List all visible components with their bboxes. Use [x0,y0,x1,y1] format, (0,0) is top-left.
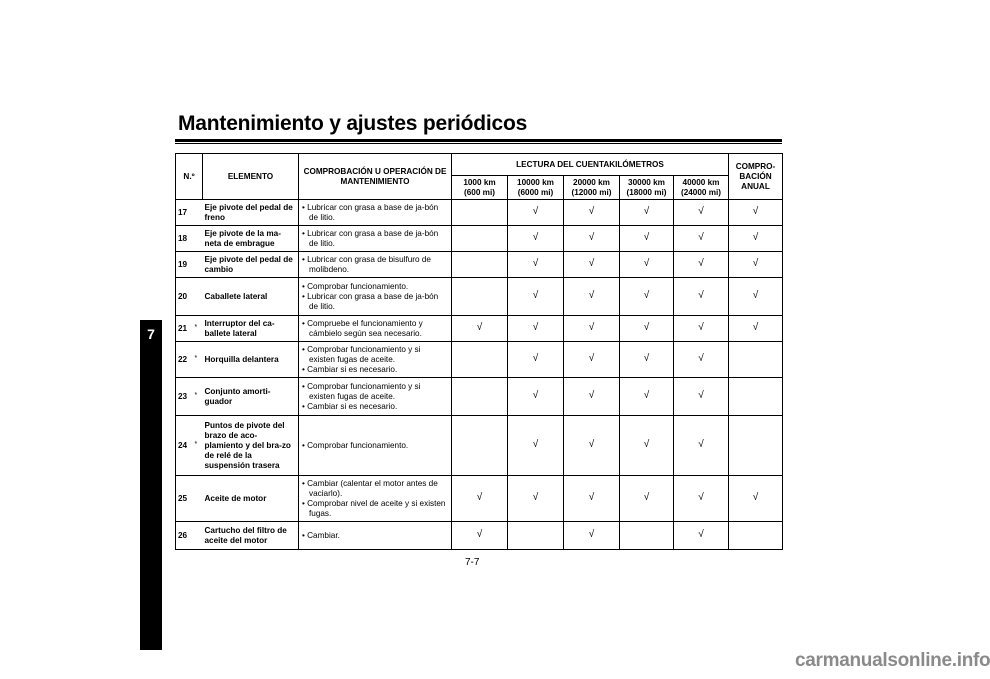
header-interval [620,176,674,200]
title-rule-thin [175,143,782,144]
check-mark: √ [564,476,620,522]
check-mark: √ [729,476,783,522]
check-mark: √ [620,378,674,416]
row-item: Puntos de pivote del brazo de aco-plamiento y del bra-zo de relé de la suspensión trasera [203,416,299,476]
check-mark: √ [508,200,564,226]
header-item: ELEMENTO [203,154,299,200]
check-mark [452,200,508,226]
row-item: Horquilla delantera [203,342,299,378]
operation-line: • Cambiar si es necesario. [302,364,398,374]
row-item: Eje pivote del pedal de cambio [203,252,299,278]
row-number: 22 [176,342,195,378]
row-item: Eje pivote del pedal de freno [203,200,299,226]
interval-km: 10000 km [517,177,554,187]
row-operation [299,416,452,476]
check-mark: √ [674,416,729,476]
table-row [176,342,783,378]
check-mark: √ [674,316,729,342]
check-mark: √ [508,342,564,378]
row-item: Cartucho del filtro de aceite del motor [203,522,299,550]
header-operation: COMPROBACIÓN U OPERACIÓN DE MANTENIMIENTO [299,154,452,200]
check-mark [729,522,783,550]
dealer-asterisk: * [195,342,203,378]
check-mark: √ [564,416,620,476]
operation-line: • Comprobar funcionamiento y si existen fugas de aceite. [302,344,421,364]
check-mark: √ [564,252,620,278]
row-item: Aceite de motor [203,476,299,522]
dealer-asterisk [195,476,203,522]
operation-line: • Cambiar. [302,530,340,540]
interval-mi: (12000 mi) [571,187,612,197]
interval-mi: (6000 mi) [517,187,554,197]
operation-line: • Cambiar (calentar el motor antes de vaciarlo). [302,478,438,498]
check-mark: √ [508,226,564,252]
row-number: 24 [176,416,195,476]
interval-mi: (600 mi) [464,187,495,197]
operation-line: • Cambiar si es necesario. [302,401,398,411]
page-title: Mantenimiento y ajustes periódicos [178,112,528,135]
check-mark [452,252,508,278]
interval-km: 20000 km [573,177,610,187]
check-mark: √ [564,378,620,416]
operation-line: • Compruebe el funcionamiento y cámbielo según sea necesario. [302,318,423,338]
check-mark: √ [674,278,729,316]
check-mark: √ [452,522,508,550]
header-interval [452,176,508,200]
row-operation [299,316,452,342]
check-mark [729,342,783,378]
interval-mi: (24000 mi) [680,187,722,197]
dealer-asterisk [195,226,203,252]
table-row [176,378,783,416]
operation-line: • Comprobar funcionamiento. [302,440,409,450]
interval-km: 30000 km [628,177,665,187]
check-mark [452,278,508,316]
check-mark: √ [674,200,729,226]
row-number: 21 [176,316,195,342]
operation-line: • Lubricar con grasa a base de ja-bón de litio. [302,228,439,248]
watermark: carmanualsonline.info [795,650,990,671]
maintenance-table [175,153,783,550]
check-mark: √ [729,316,783,342]
check-mark: √ [508,476,564,522]
dealer-asterisk [195,200,203,226]
check-mark: √ [620,316,674,342]
interval-km: 40000 km [682,177,720,187]
check-mark: √ [508,378,564,416]
check-mark [452,378,508,416]
check-mark [729,416,783,476]
check-mark: √ [620,416,674,476]
check-mark: √ [729,278,783,316]
check-mark: √ [508,278,564,316]
header-interval [564,176,620,200]
dealer-asterisk: * [195,416,203,476]
row-number: 18 [176,226,195,252]
row-operation [299,378,452,416]
dealer-asterisk: * [195,378,203,416]
check-mark [452,342,508,378]
check-mark: √ [508,416,564,476]
row-operation [299,200,452,226]
header-annual: COMPRO-BACIÓN ANUAL [729,154,783,200]
table-row [176,522,783,550]
check-mark: √ [729,226,783,252]
check-mark: √ [508,316,564,342]
chapter-tab-number: 7 [147,326,155,342]
dealer-asterisk [195,522,203,550]
check-mark: √ [620,226,674,252]
check-mark: √ [674,522,729,550]
header-odometer: LECTURA DEL CUENTAKILÓMETROS [452,154,729,176]
row-number: 19 [176,252,195,278]
check-mark: √ [564,316,620,342]
check-mark: √ [452,476,508,522]
check-mark [620,522,674,550]
check-mark: √ [729,200,783,226]
operation-line: • Comprobar funcionamiento. [302,281,409,291]
check-mark [729,378,783,416]
check-mark: √ [620,200,674,226]
interval-mi: (18000 mi) [626,187,667,197]
table-row [176,476,783,522]
row-number: 23 [176,378,195,416]
check-mark: √ [674,226,729,252]
check-mark: √ [564,226,620,252]
check-mark [452,416,508,476]
check-mark [508,522,564,550]
check-mark [452,226,508,252]
check-mark: √ [452,316,508,342]
table-row [176,316,783,342]
check-mark: √ [674,342,729,378]
check-mark: √ [620,342,674,378]
table-row [176,200,783,226]
row-operation [299,278,452,316]
operation-line: • Comprobar nivel de aceite y si existen fugas. [302,498,446,518]
operation-line: • Lubricar con grasa de bisulfuro de molibdeno. [302,254,431,274]
table-row [176,252,783,278]
row-item: Interruptor del ca-ballete lateral [203,316,299,342]
check-mark: √ [564,200,620,226]
check-mark: √ [674,252,729,278]
check-mark: √ [620,252,674,278]
check-mark: √ [674,476,729,522]
operation-line: • Lubricar con grasa a base de ja-bón de litio. [302,291,439,311]
check-mark: √ [620,278,674,316]
row-operation [299,252,452,278]
row-operation [299,226,452,252]
dealer-asterisk: * [195,316,203,342]
page-number: 7-7 [465,557,480,568]
dealer-asterisk [195,278,203,316]
check-mark: √ [508,252,564,278]
row-operation [299,476,452,522]
dealer-asterisk [195,252,203,278]
table-row [176,278,783,316]
row-number: 20 [176,278,195,316]
interval-km: 1000 km [463,177,496,187]
check-mark: √ [729,252,783,278]
chapter-tab [140,320,162,650]
check-mark: √ [620,476,674,522]
operation-line: • Lubricar con grasa a base de ja-bón de litio. [302,202,439,222]
header-interval [508,176,564,200]
row-operation [299,522,452,550]
check-mark: √ [564,342,620,378]
table-row [176,226,783,252]
row-item: Conjunto amorti-guador [203,378,299,416]
check-mark: √ [674,378,729,416]
header-interval [674,176,729,200]
check-mark: √ [564,278,620,316]
row-number: 17 [176,200,195,226]
header-num: N.º [176,154,203,200]
row-number: 25 [176,476,195,522]
row-number: 26 [176,522,195,550]
title-rule-thick [175,139,782,142]
row-item: Caballete lateral [203,278,299,316]
row-item: Eje pivote de la ma-neta de embrague [203,226,299,252]
table-row [176,416,783,476]
check-mark: √ [564,522,620,550]
operation-line: • Comprobar funcionamiento y si existen fugas de aceite. [302,381,421,401]
row-operation [299,342,452,378]
